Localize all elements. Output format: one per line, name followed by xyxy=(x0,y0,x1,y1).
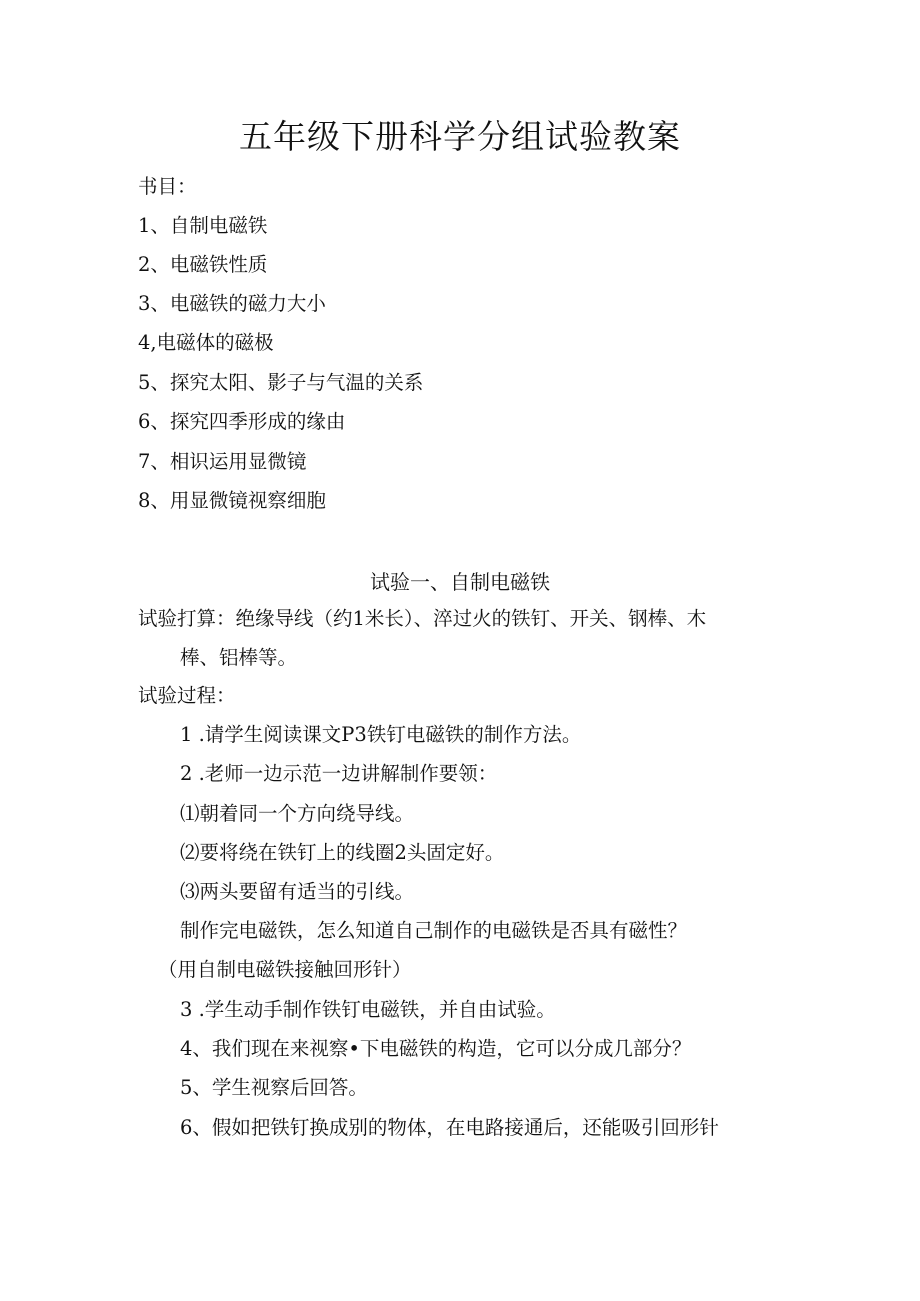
process-answer: （用自制电磁铁接触回形针） xyxy=(158,958,412,981)
process-substep: ⑴朝着同一个方向绕导线。 xyxy=(180,802,415,825)
process-substep: ⑵要将绕在铁钉上的线圈2头固定好。 xyxy=(180,841,505,864)
document-title: 五年级下册科学分组试验教案 xyxy=(239,117,681,156)
process-step: 1 .请学生阅读课文P3铁钉电磁铁的制作方法。 xyxy=(180,723,582,746)
toc-item: 2、电磁铁性质 xyxy=(138,253,268,276)
process-substep: ⑶两头要留有适当的引线。 xyxy=(180,880,415,903)
toc-item: 6、探究四季形成的缘由 xyxy=(138,410,346,433)
toc-item: 3、电磁铁的磁力大小 xyxy=(138,292,326,315)
process-question: 制作完电磁铁，怎么知道自己制作的电磁铁是否具有磁性？ xyxy=(180,919,688,942)
process-step: 3 .学生动手制作铁钉电磁铁，并自由试验。 xyxy=(180,998,556,1021)
process-step: 4、我们现在来视察•下电磁铁的构造，它可以分成几部分？ xyxy=(180,1037,692,1060)
toc-item: 1、自制电磁铁 xyxy=(138,214,268,237)
process-step: 6、假如把铁钉换成别的物体，在电路接通后，还能吸引回形针 xyxy=(180,1116,719,1139)
toc-item: 8、用显微镜视察细胞 xyxy=(138,489,326,512)
process-step: 5、学生视察后回答。 xyxy=(180,1076,368,1099)
toc-item: 4,电磁体的磁极 xyxy=(138,331,274,354)
materials-line-continued: 棒、铝棒等。 xyxy=(180,646,298,669)
process-step: 2 .老师一边示范一边讲解制作要领： xyxy=(180,762,498,785)
toc-heading: 书目： xyxy=(138,175,197,198)
materials-line: 试验打算：绝缘导线（约1米长）、淬过火的铁钉、开关、钢棒、木 xyxy=(138,607,707,630)
process-heading: 试验过程： xyxy=(138,684,236,707)
toc-item: 5、探究太阳、影子与气温的关系 xyxy=(138,371,424,394)
toc-item: 7、相识运用显微镜 xyxy=(138,450,307,473)
experiment-title: 试验一、自制电磁铁 xyxy=(370,570,550,594)
